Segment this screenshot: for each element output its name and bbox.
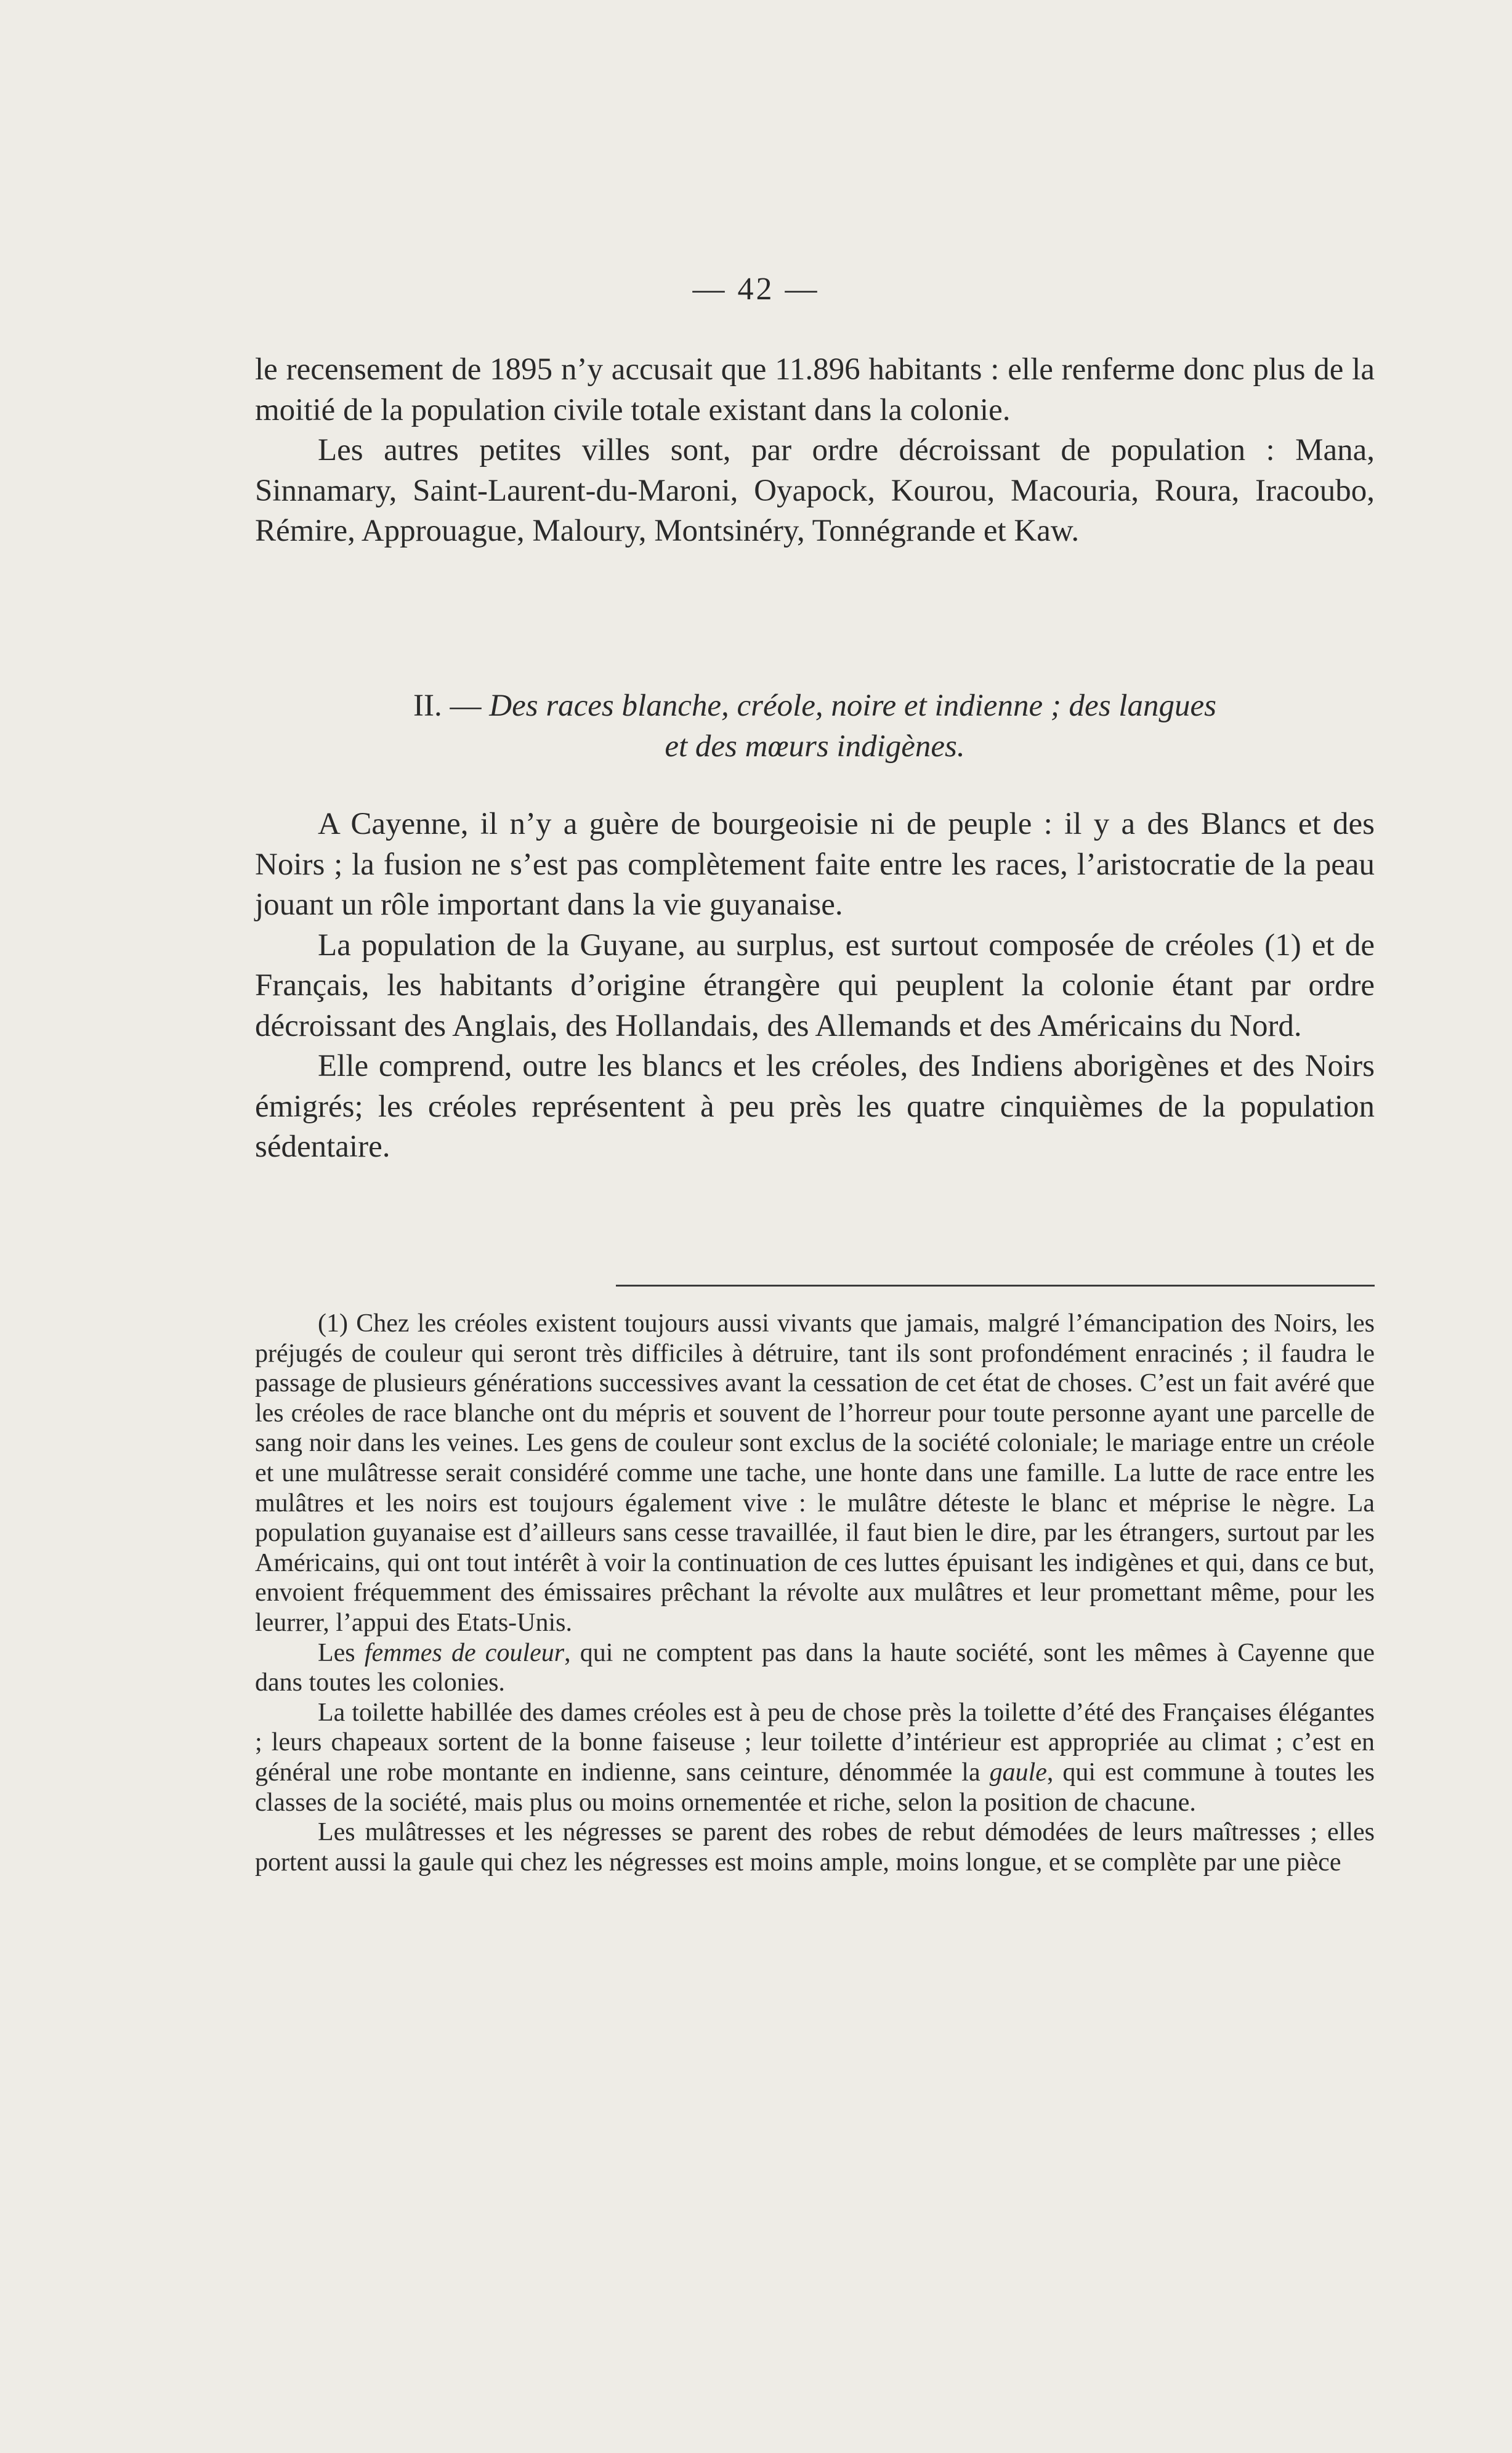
section-title-line-1: Des races blanche, créole, noire et indienne ; des langues — [489, 689, 1216, 723]
section-paragraph-1: A Cayenne, il n’y a guère de bourgeoisie ni de peuple : il y a des Blancs et des Noirs ; la fusion ne s’est pas complètement faite entre les races, l’aristocratie de la peau jouant un rôle important dans la vie guyanaise. — [255, 807, 1375, 922]
section-heading-line-1 — [255, 686, 1375, 727]
footnote-2-rest: , qui ne comptent pas dans la haute société, sont les mêmes à Cayenne que dans toutes les colonies. — [255, 1638, 1375, 1697]
section-text — [255, 804, 1375, 1168]
intro-text — [255, 350, 1375, 552]
footnote-2-lead: Les — [318, 1638, 365, 1667]
page-number: — 42 — — [692, 272, 820, 307]
footnote-1: (1) Chez les créoles existent toujours aussi vivants que jamais, malgré l’émancipation des Noirs, les préjugés de couleur qui seront très difficiles à détruire, tant ils sont profondément enracinés ; il faudra le passage de plusieurs générations successives avant la cessation de cet état de choses. C’est un fait avéré que les créoles de race blanche ont du mépris et souvent de l’horreur pour toute personne ayant une parcelle de sang noir dans les veines. Les gens de couleur sont exclus de la société coloniale; le mariage entre un créole et une mulâtresse serait considéré comme une tache, une honte dans une famille. La lutte de race entre les mulâtres et les noirs est toujours également vive : le mulâtre déteste le blanc et méprise le nègre. La population guyanaise est d’ailleurs sans cesse travaillée, il faut bien le dire, par les étrangers, surtout par les Américains, qui ont tout intérêt à voir la continuation de ces luttes épuisant les indigènes et qui, dans ce but, envoient fréquemment des émissaires prêchant la révolte aux mulâtres et leur promettant même, pour les leurrer, l’appui des Etats-Unis. — [255, 1309, 1375, 1637]
section-number: II. — — [413, 689, 490, 723]
section-title-line-2: et des mœurs indigènes. — [665, 729, 965, 764]
footnote-paragraph-4: Les mulâtresses et les négresses se parent des robes de rebut démodées de leurs maîtresses ; elles portent aussi la gaule qui chez les négresses est moins ample, moins longue, et se complète par une pièce — [255, 1818, 1375, 1877]
footnote-3-emphasis: gaule — [989, 1758, 1047, 1787]
intro-paragraph-1: le recensement de 1895 n’y accusait que 11.896 habitants : elle renferme donc plus de la moitié de la population civile totale existant dans la colonie. — [255, 352, 1375, 427]
section-heading — [255, 686, 1375, 767]
footnote-3-lead: La toilette habillée des dames créoles est à peu de chose près la toilette d’été des Françaises élégantes ; leurs chapeaux sortent de la bonne faiseuse ; leur toilette d’intérieur est appropriée au climat ; c’est en général une robe montante en indienne, sans ceinture, dénommée la — [255, 1698, 1375, 1787]
footnote-paragraph-2 — [255, 1638, 1375, 1698]
intro-paragraph-2: Les autres petites villes sont, par ordre décroissant de population : Mana, Sinnamary, Saint-Laurent-du-Maroni, Oyapock, Kourou, Macouria, Roura, Iracoubo, Rémire, Approuague, Maloury, Montsinéry, Tonnégrande et Kaw. — [255, 433, 1375, 548]
footnote-divider — [616, 1285, 1375, 1287]
footnote-paragraph-3 — [255, 1698, 1375, 1817]
footnote-2-emphasis: femmes de couleur — [364, 1638, 565, 1667]
footnotes — [255, 1309, 1375, 1877]
section-paragraph-2: La population de la Guyane, au surplus, est surtout composée de créoles (1) et de Français, les habitants d’origine étrangère qui peuplent la colonie étant par ordre décroissant des Anglais, des Hollandais, des Allemands et des Américains du Nord. — [255, 927, 1375, 1043]
footnote-3-rest: , qui est commune à toutes les classes de la société, mais plus ou moins ornementée et riche, selon la position de chacune. — [255, 1758, 1375, 1817]
section-paragraph-3: Elle comprend, outre les blancs et les créoles, des Indiens aborigènes et des Noirs émigrés; les créoles représentent à peu près les quatre cinquièmes de la population sédentaire. — [255, 1049, 1375, 1164]
